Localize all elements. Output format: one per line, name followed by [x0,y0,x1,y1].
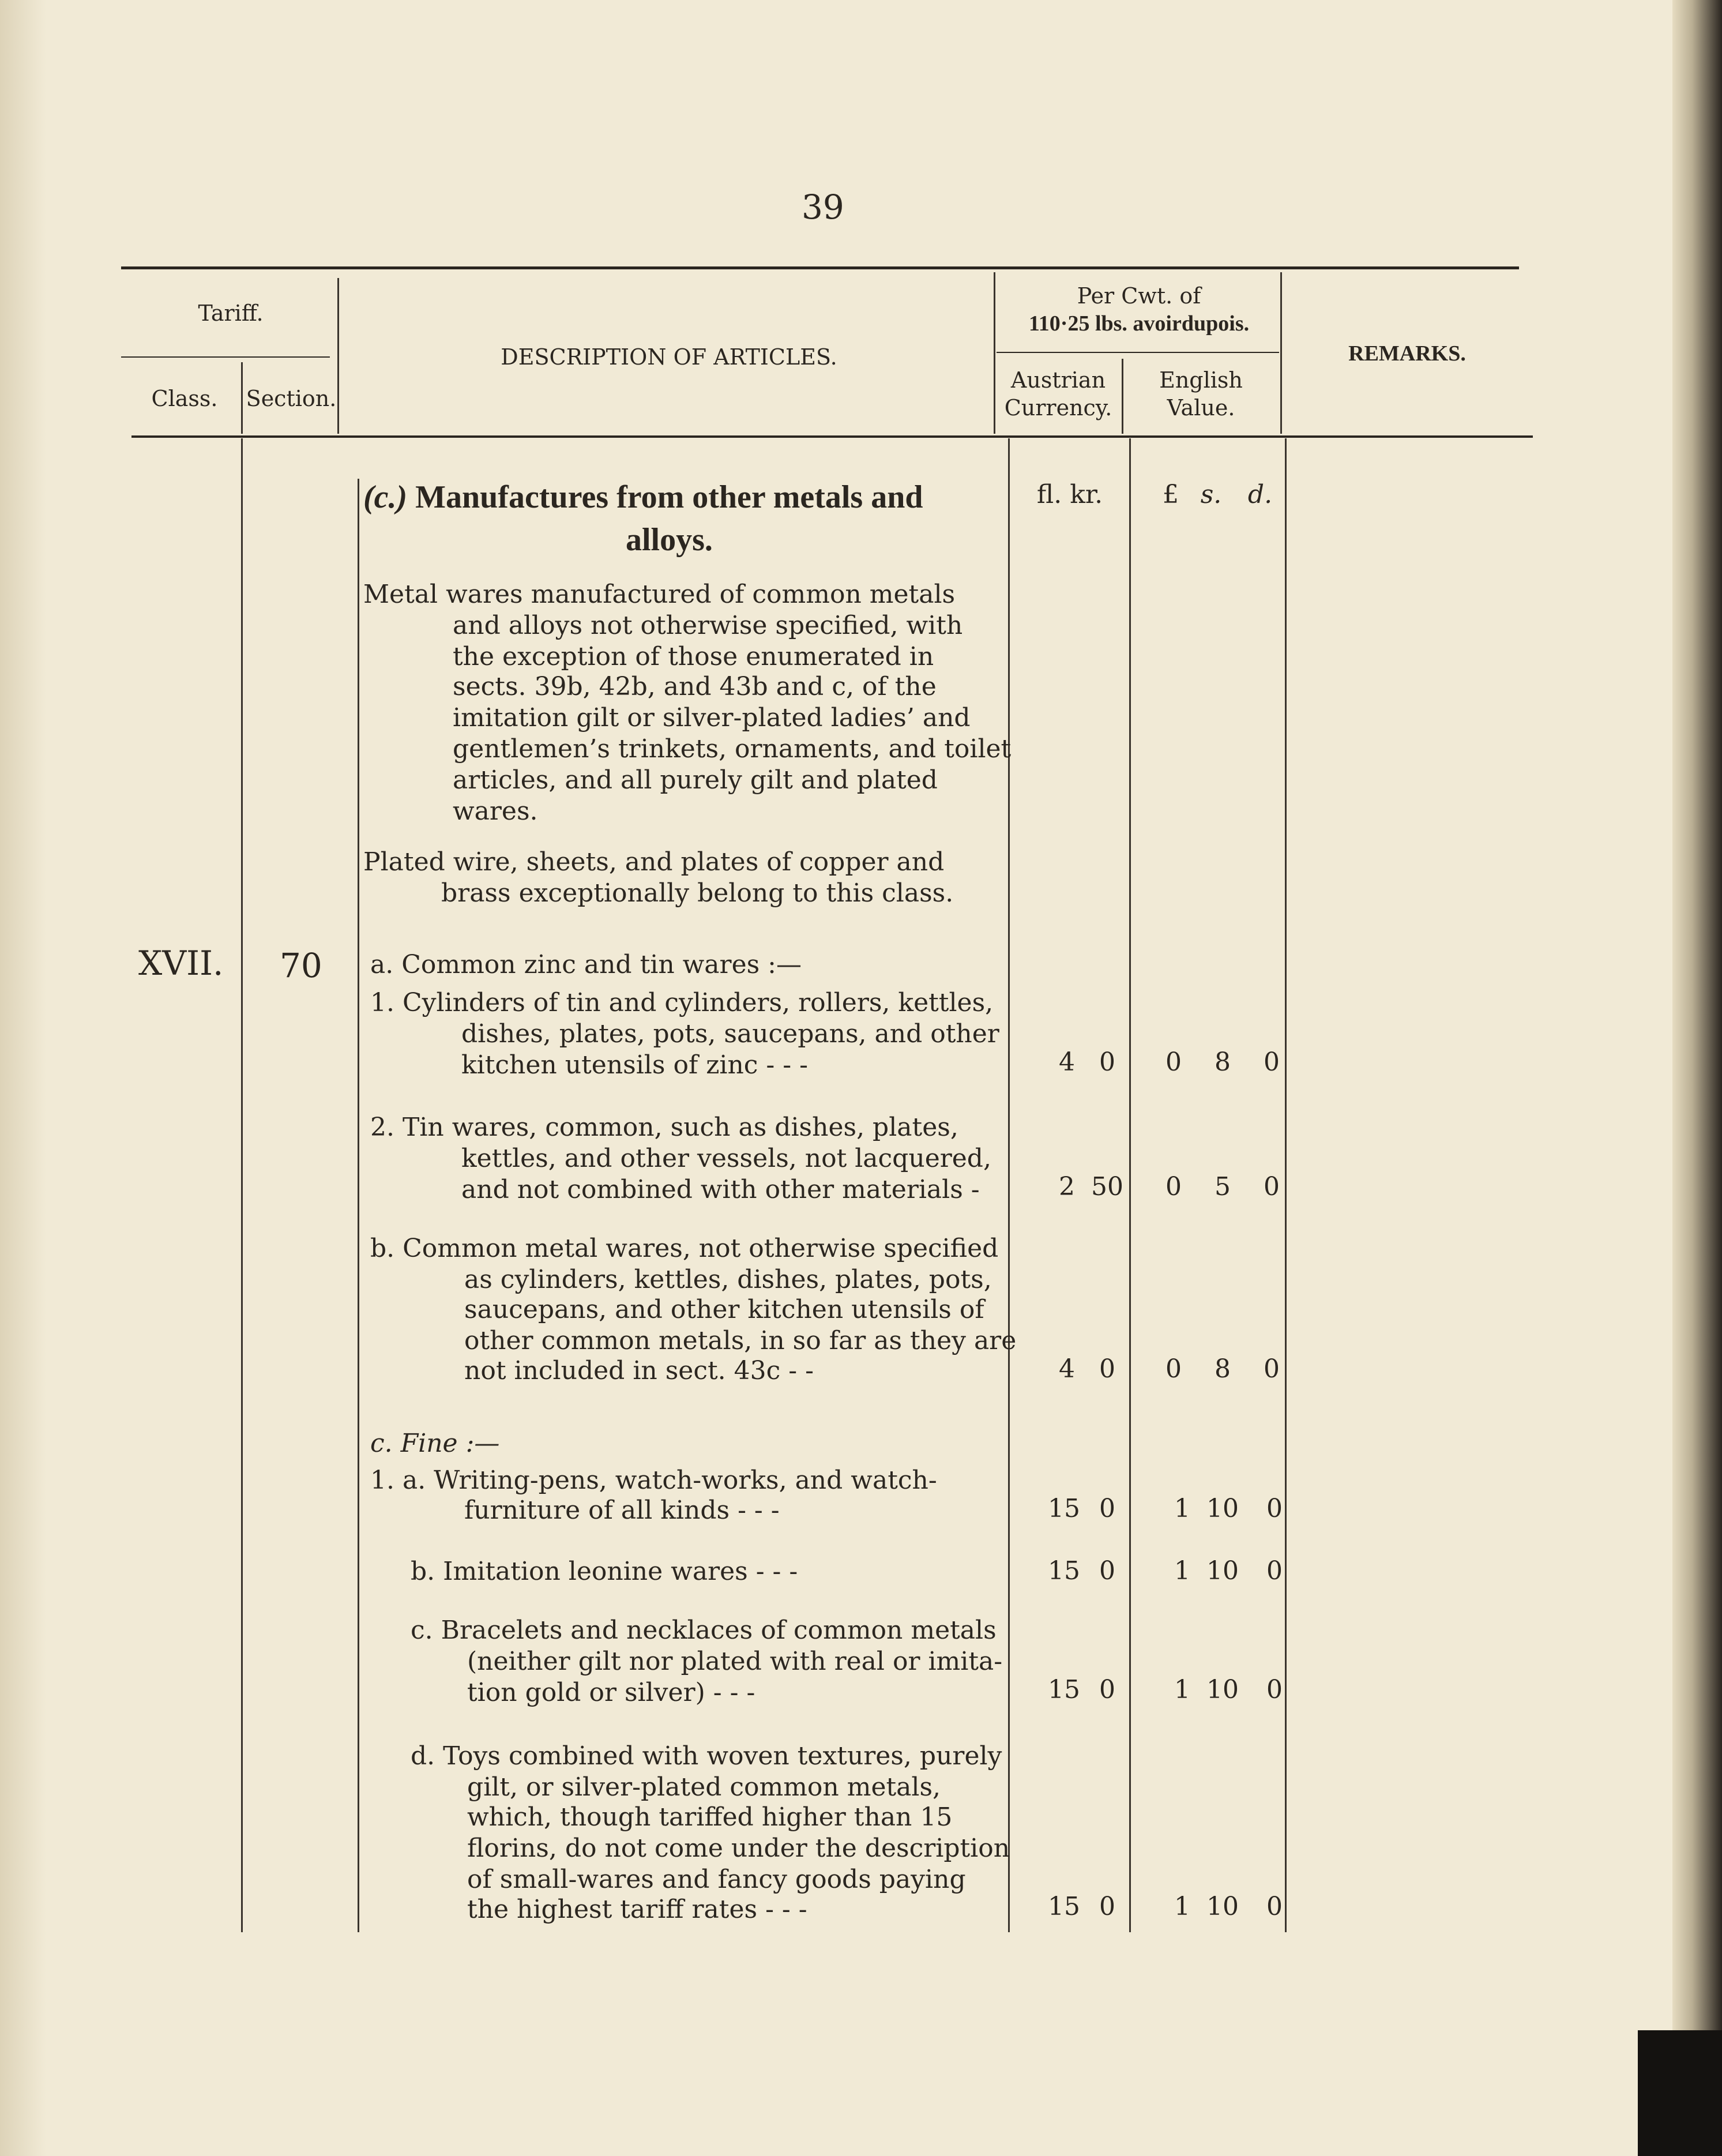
shilling-value: 8 [1215,1354,1231,1384]
body-rule-desc [358,479,359,1932]
fl-value: 15 [1048,1675,1080,1704]
tariff-split-rule [121,356,330,358]
intro-line: the exception of those enumerated in [453,642,934,671]
group-title-2: alloys. [626,522,713,558]
remarks-header: REMARKS. [1348,341,1466,366]
body-rule-amount [1008,438,1010,1932]
fl-value: 4 [1059,1354,1075,1384]
item-line: saucepans, and other kitchen utensils of [464,1295,984,1324]
pence-value: 0 [1264,1354,1280,1384]
item-line: not included in sect. 43c - - [464,1356,814,1385]
shilling-value: 8 [1215,1047,1231,1077]
fine-item-line: b. Imitation leonine wares - - - [411,1557,798,1586]
unit-pound: £ [1163,480,1179,509]
header-top-rule [121,266,1519,269]
item-line: as cylinders, kettles, dishes, plates, pots, [464,1265,992,1294]
pence-value: 0 [1264,1047,1280,1077]
plated-line: brass exceptionally belong to this class. [441,878,954,908]
unit-pence: d. [1247,480,1273,509]
fl-value: 4 [1059,1047,1075,1077]
fine-item-line: of small-wares and fancy goods paying [467,1865,966,1894]
kr-value: 50 [1091,1172,1123,1201]
item-line: 1. Cylinders of tin and cylinders, rollers, kettles, [370,988,994,1017]
kr-value: 0 [1099,1354,1115,1384]
pound-value: 0 [1165,1047,1182,1077]
intro-line: sects. 39b, 42b, and 43b and c, of the [453,672,937,701]
fine-item-line: d. Toys combined with woven textures, purely [411,1741,1002,1771]
item-line: and not combined with other materials - [461,1175,980,1204]
pence-value: 0 [1266,1675,1283,1704]
kr-value: 0 [1099,1047,1115,1077]
pound-value: 1 [1174,1892,1190,1921]
group-letter: (c.) [363,479,408,515]
pound-value: 0 [1165,1354,1182,1384]
austrian-header-1: Austrian [1010,367,1106,393]
fl-value: 15 [1048,1892,1080,1921]
pound-value: 1 [1174,1556,1190,1586]
group-title-1: Manufactures from other metals and [415,479,923,515]
intro-line: gentlemen’s trinkets, ornaments, and toilet [453,734,1012,764]
kr-value: 0 [1099,1494,1115,1523]
shilling-value: 10 [1206,1556,1239,1586]
body-rule-class-section [241,438,243,1932]
tariff-header: Tariff. [198,301,264,326]
pound-value: 0 [1165,1172,1182,1201]
fine-item-line: gilt, or silver-plated common metals, [467,1772,941,1802]
shilling-value: 10 [1206,1494,1239,1523]
intro-line: and alloys not otherwise specified, with [453,611,963,640]
kr-value: 0 [1099,1675,1115,1704]
currency-split-rule [997,352,1279,353]
kr-value: 0 [1099,1892,1115,1921]
fine-item-line: furniture of all kinds - - - [464,1496,780,1525]
per-cwt-header-1: Per Cwt. of [1077,283,1201,309]
fine-item-line: the highest tariff rates - - - [467,1895,807,1924]
header-bottom-rule [131,435,1533,438]
rule-tariff-desc [337,278,339,434]
rule-class-section [241,362,243,434]
item-line: dishes, plates, pots, saucepans, and other [461,1019,999,1049]
fl-value: 2 [1059,1172,1075,1201]
intro-line: articles, and all purely gilt and plated [453,765,938,795]
rule-desc-amount [994,272,995,434]
shilling-value: 10 [1206,1675,1239,1704]
pence-value: 0 [1264,1172,1280,1201]
pound-value: 1 [1174,1494,1190,1523]
english-header-1: English [1159,367,1243,393]
subsection-a: a. Common zinc and tin wares :— [370,950,802,979]
class-value: XVII. [138,944,224,983]
item-line: other common metals, in so far as they are [464,1326,1017,1355]
description-header: DESCRIPTION OF ARTICLES. [501,344,837,370]
fine-item-line: 1. a. Writing-pens, watch-works, and watch- [370,1466,937,1495]
rule-amount-remarks [1280,272,1282,434]
intro-line: wares. [453,797,538,826]
item-line: kitchen utensils of zinc - - - [461,1050,809,1080]
fine-item-line: which, though tariffed higher than 15 [467,1802,953,1832]
per-cwt-header-2: 110·25 lbs. avoirdupois. [1028,311,1250,336]
class-header: Class. [151,386,218,411]
fine-item-line: florins, do not come under the description [467,1834,1010,1863]
item-line: kettles, and other vessels, not lacquered, [461,1144,991,1173]
plated-line: Plated wire, sheets, and plates of copper and [363,847,945,877]
subsection-c: c. Fine :— [370,1429,500,1458]
fine-item-line: c. Bracelets and necklaces of common metals [411,1616,997,1645]
fine-item-line: (neither gilt nor plated with real or imita- [467,1647,1003,1676]
shilling-value: 5 [1215,1172,1231,1201]
pence-value: 0 [1266,1556,1283,1586]
austrian-header-2: Currency. [1004,395,1112,420]
page-edge [1672,0,1722,2156]
kr-value: 0 [1099,1556,1115,1586]
intro-line: imitation gilt or silver-plated ladies’ and [453,703,971,733]
intro-line: Metal wares manufactured of common metals [363,580,956,609]
section-value: 70 [280,946,322,985]
item-line: 2. Tin wares, common, such as dishes, plates, [370,1113,958,1142]
group-heading [363,476,923,518]
fl-value: 15 [1048,1556,1080,1586]
pence-value: 0 [1266,1892,1283,1921]
shilling-value: 10 [1206,1892,1239,1921]
english-header-2: Value. [1167,395,1235,420]
item-line: b. Common metal wares, not otherwise specified [370,1234,999,1263]
unit-shillings: s. [1200,480,1222,509]
unit-fl-kr: fl. kr. [1036,480,1103,509]
rule-austrian-english [1122,359,1123,434]
pence-value: 0 [1266,1494,1283,1523]
section-header: Section. [246,386,337,411]
fl-value: 15 [1048,1494,1080,1523]
fine-item-line: tion gold or silver) - - - [467,1678,755,1707]
scan-background [1638,2030,1722,2156]
page-gutter [0,0,46,2156]
page-number: 39 [802,187,844,227]
pound-value: 1 [1174,1675,1190,1704]
